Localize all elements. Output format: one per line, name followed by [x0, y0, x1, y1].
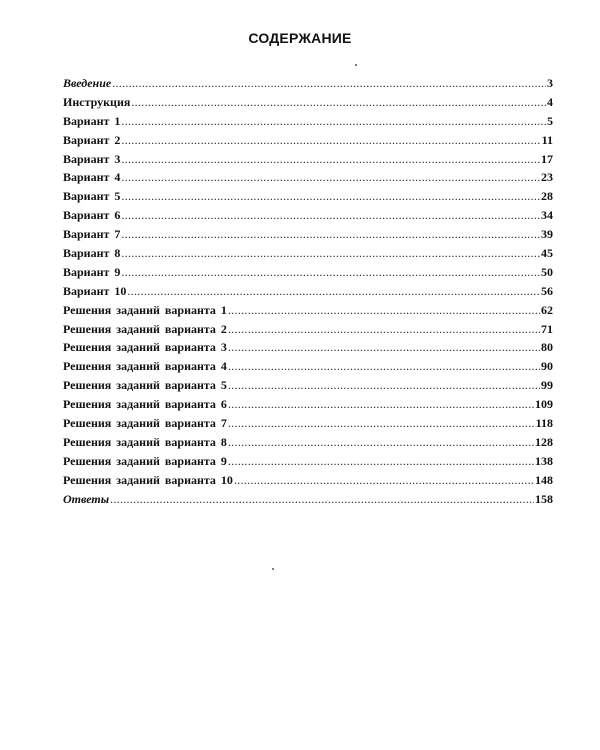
toc-entry [63, 74, 553, 93]
toc-page-number: 5 [547, 113, 553, 128]
toc-entry-label: Вариант 4 [63, 170, 121, 185]
dot-leader [121, 225, 540, 244]
toc-page-number: 62 [541, 302, 553, 317]
toc-entry [63, 244, 553, 263]
dot-leader [121, 150, 540, 169]
dot-leader [127, 282, 540, 301]
toc-entry-label: Ответы [63, 491, 110, 506]
dot-leader [121, 131, 540, 150]
toc-entry-label: Вариант 7 [63, 227, 121, 242]
toc-entry-label: Вариант 9 [63, 264, 121, 279]
toc-entry [63, 338, 553, 357]
toc-entry-label: Решения заданий варианта 7 [63, 416, 227, 431]
toc-entry-label: Решения заданий варианта 3 [63, 340, 227, 355]
toc-entry [63, 168, 553, 187]
page-title: СОДЕРЖАНИЕ [248, 30, 352, 46]
toc-page-number: 118 [535, 416, 553, 431]
toc-entry-label: Вариант 3 [63, 151, 121, 166]
toc-entry [63, 490, 553, 509]
dot-leader [121, 112, 546, 131]
dot-leader [121, 168, 540, 187]
toc-page-number: 109 [535, 397, 553, 412]
toc-entry-label: Решения заданий варианта 10 [63, 472, 233, 487]
dot-leader [112, 74, 546, 93]
toc-page-number: 128 [535, 434, 553, 449]
toc-page-number: 17 [541, 151, 553, 166]
dot-leader [228, 433, 534, 452]
toc-entry-label: Решения заданий варианта 5 [63, 378, 227, 393]
dot-leader [228, 414, 535, 433]
toc-entry-label: Решения заданий варианта 2 [63, 321, 227, 336]
toc-entry-label: Решения заданий варианта 9 [63, 453, 227, 468]
toc-entry-label: Решения заданий варианта 4 [63, 359, 227, 374]
toc-page-number: 56 [541, 283, 553, 298]
toc-page-number: 3 [547, 76, 553, 90]
toc-entry-label: Введение [63, 76, 112, 90]
toc-entry [63, 131, 553, 150]
toc-entry [63, 452, 553, 471]
toc-entry [63, 112, 553, 131]
toc-page-number: 11 [541, 132, 553, 147]
toc-page-number: 80 [541, 340, 553, 355]
toc-entry [63, 225, 553, 244]
toc-page-number: 99 [541, 378, 553, 393]
table-of-contents [63, 74, 553, 508]
toc-entry-label: Решения заданий варианта 6 [63, 397, 227, 412]
toc-page-number: 34 [541, 208, 553, 223]
toc-entry-label: Инструкция [63, 94, 131, 109]
toc-page-number: 28 [541, 189, 553, 204]
toc-entry [63, 301, 553, 320]
dot-leader [228, 320, 540, 339]
toc-entry [63, 433, 553, 452]
toc-entry [63, 376, 553, 395]
toc-entry [63, 187, 553, 206]
dot-leader [228, 376, 540, 395]
toc-entry [63, 471, 553, 490]
toc-entry [63, 150, 553, 169]
scan-speck [355, 64, 357, 66]
toc-entry-label: Решения заданий варианта 8 [63, 434, 227, 449]
toc-entry [63, 206, 553, 225]
toc-entry-label: Вариант 1 [63, 113, 121, 128]
toc-entry [63, 414, 553, 433]
toc-page-number: 90 [541, 359, 553, 374]
toc-entry-label: Вариант 2 [63, 132, 121, 147]
toc-entry [63, 320, 553, 339]
toc-page-number: 71 [541, 321, 553, 336]
dot-leader [228, 395, 534, 414]
toc-entry-label: Решения заданий варианта 1 [63, 302, 227, 317]
dot-leader [228, 301, 540, 320]
toc-page-number: 39 [541, 227, 553, 242]
dot-leader [228, 452, 534, 471]
dot-leader [228, 357, 540, 376]
toc-page-number: 158 [535, 491, 553, 506]
toc-entry [63, 395, 553, 414]
toc-entry-label: Вариант 8 [63, 246, 121, 261]
toc-entry-label: Вариант 5 [63, 189, 121, 204]
dot-leader [228, 338, 540, 357]
toc-entry [63, 93, 553, 112]
toc-page-number: 138 [535, 453, 553, 468]
dot-leader [234, 471, 534, 490]
toc-page-number: 23 [541, 170, 553, 185]
dot-leader [131, 93, 546, 112]
dot-leader [121, 244, 540, 263]
toc-entry [63, 263, 553, 282]
scan-speck [272, 568, 274, 570]
dot-leader [110, 490, 534, 509]
toc-entry [63, 282, 553, 301]
toc-entry-label: Вариант 6 [63, 208, 121, 223]
toc-entry-label: Вариант 10 [63, 283, 127, 298]
toc-page-number: 50 [541, 264, 553, 279]
toc-page-number: 4 [547, 94, 553, 109]
toc-page-number: 148 [535, 472, 553, 487]
dot-leader [121, 263, 540, 282]
dot-leader [121, 187, 540, 206]
dot-leader [121, 206, 540, 225]
toc-page-number: 45 [541, 246, 553, 261]
toc-entry [63, 357, 553, 376]
